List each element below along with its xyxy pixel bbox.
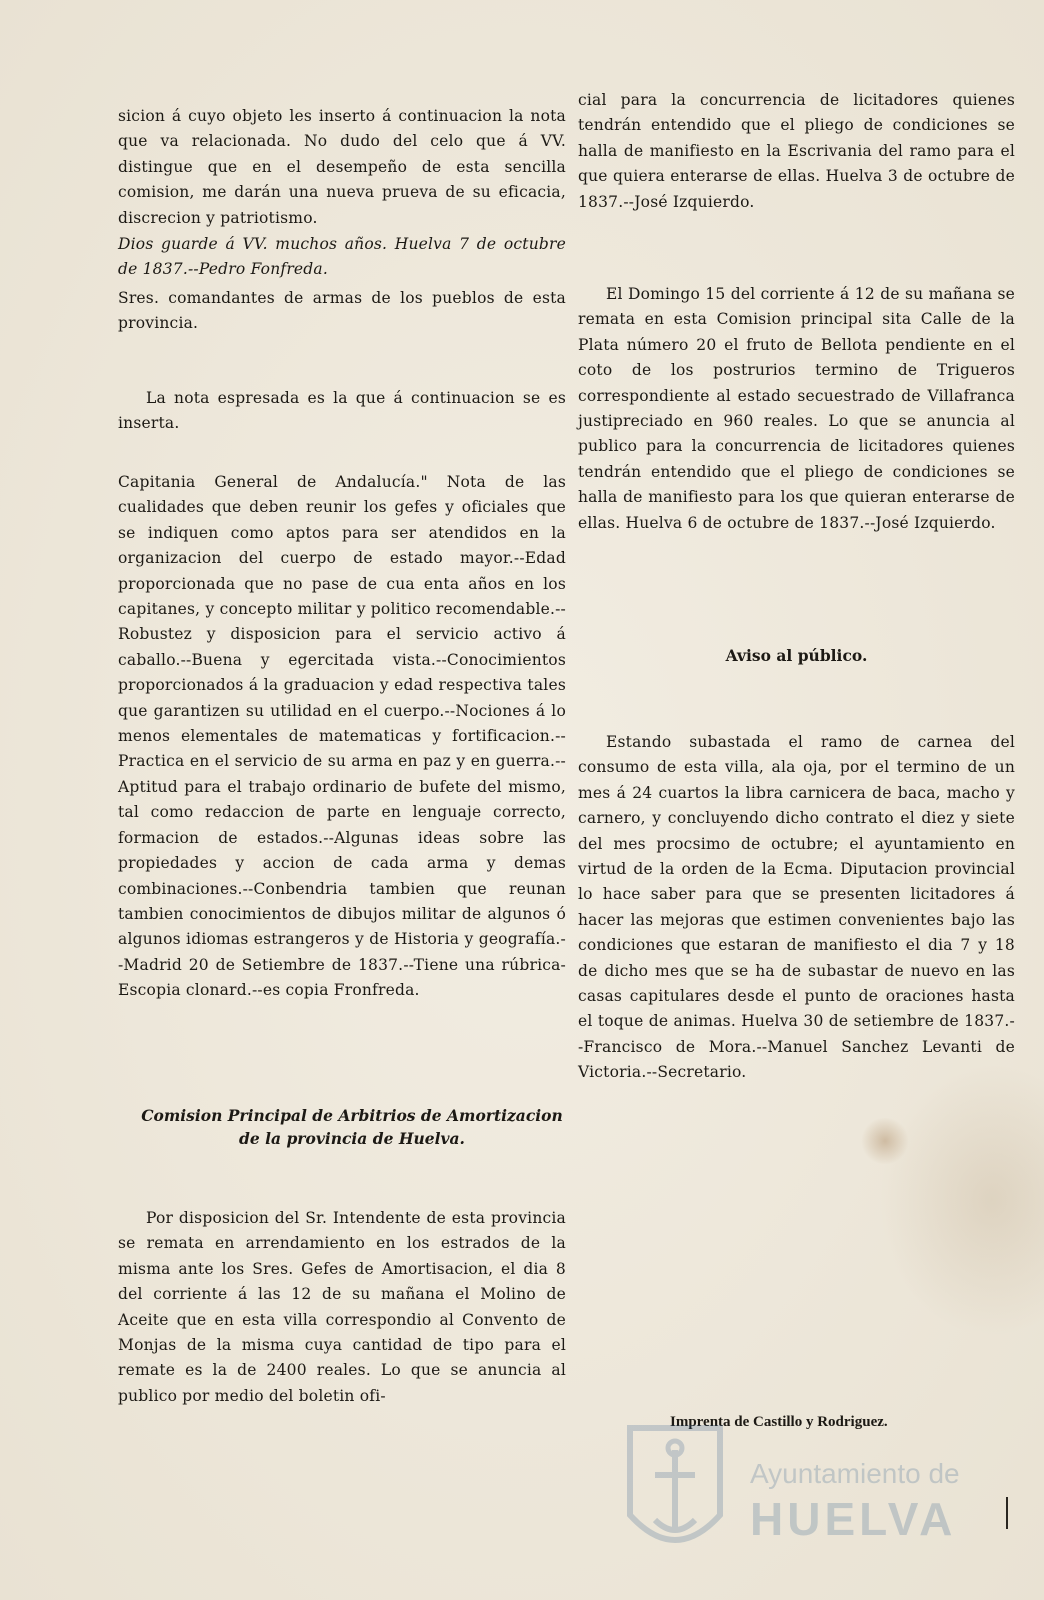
note-intro: La nota espresada es la que á continuacion se es inserta. <box>118 389 566 433</box>
watermark <box>620 1420 1020 1570</box>
acorn-auction-notice: El Domingo 15 del corriente á 12 de su mañana se remata en esta Comision principal sita Calle de la Plata número 20 el fruto de Bellota pendiente en el coto de los postrurios termino de Trigueros correspondiente al estado secuestrado de Villafranca justipreciado en 960 reales. Lo que se anuncia al publico para la concurrencia de licitadores quienes tendrán entendido que el pliego de condiciones se halla de manifiesto para los que quieran enterarse de ellas. Huelva 6 de octubre de 1837.--José Izquierdo. <box>578 285 1015 532</box>
page-edge-mark <box>1006 1497 1008 1529</box>
commission-heading: Comision Principal de Arbitrios de Amortizacion de la provincia de Huelva. <box>141 1106 563 1148</box>
printer-imprint: Imprenta de Castillo y Rodriguez. <box>670 1414 888 1430</box>
intro-paragraph: sicion á cuyo objeto les inserto á continuacion la nota que va relacionada. No dudo del celo que á VV. distingue que en el desempeño de esta sencilla comision, me darán una nueva prueva de su eficacia, discrecion y patriotismo. <box>118 107 566 227</box>
coat-of-arms-icon <box>620 1420 730 1570</box>
addressee-line: Sres. comandantes de armas de los pueblos de esta provincia. <box>118 289 566 333</box>
auction-notice-continued: cial para la concurrencia de licitadores quienes tendrán entendido que el pliego de condiciones se halla de manifiesto en la Escrivania del ramo para el que quiera enterarse de ellas. Huelva 3 de octubre de 1837.--José Izquierdo. <box>578 91 1015 211</box>
mill-auction-notice: Por disposicion del Sr. Intendente de esta provincia se remata en arrendamiento en los estrados de la misma ante los Sres. Gefes de Amortisacion, el dia 8 del corriente á las 12 de su mañana el Molino de Aceite que en esta villa correspondio al Convento de Monjas de la misma cuya cantidad de tipo para el remate es la de 2400 reales. Lo que se anuncia al publico por medio del boletin ofi- <box>118 1209 566 1405</box>
paper-stain <box>860 1118 910 1164</box>
captaincy-note: Capitania General de Andalucía." Nota de las cualidades que deben reunir los gefes y oficiales que se indiquen como aptos para ser atendidos en la organizacion del cuerpo de estado mayor.--Edad proporcionada que no pase de cua enta años en los capitanes, y concepto militar y politico recomendable.--Robustez y disposicion para el servicio activo á caballo.--Buena y egercitada vista.--Conocimientos proporcionados á la graduacion y edad respectiva tales que garantizen su utilidad en el cuerpo.--Nociones á lo menos elementales de matematicas y fortificacion.--Practica en el servicio de su arma en paz y en guerra.--Aptitud para el trabajo ordinario de bufete del mismo, tal como redaccion de parte en lenguaje correcto, formacion de estados.--Algunas ideas sobre las propiedades y accion de cada arma y demas combinaciones.--Conbendria tambien que reunan tambien conocimientos de dibujos militar de algunos ó algunos idiomas estrangeros y de Historia y geografía.--Madrid 20 de Setiembre de 1837.--Tiene una rúbrica-Escopia clonard.--es copia Fronfreda. <box>118 473 566 1000</box>
closing-signature: Dios guarde á VV. muchos años. Huelva 7 de octubre de 1837.--Pedro Fonfreda. <box>118 235 566 279</box>
meat-supply-notice: Estando subastada el ramo de carnea del consumo de esta villa, ala oja, por el termino de un mes á 24 cuartos la libra carnicera de baca, macho y carnero, y concluyendo dicho contrato el diez y siete del mes procsimo de octubre; el ayuntamiento en virtud de la orden de la Ecma. Diputacion provincial lo hace saber para que se presenten licitadores á hacer las mejoras que estimen convenientes bajo las condiciones que estaran de manifiesto el dia 7 y 18 de dicho mes que se ha de subastar de nuevo en las casas capitulares desde el punto de oraciones hasta el toque de animas. Huelva 30 de setiembre de 1837.--Francisco de Mora.--Manuel Sanchez Levanti de Victoria.--Secretario. <box>578 733 1015 1082</box>
watermark-line2: HUELVA <box>750 1493 957 1545</box>
public-notice-heading: Aviso al público. <box>725 646 868 665</box>
watermark-line1: Ayuntamiento de <box>750 1458 960 1489</box>
